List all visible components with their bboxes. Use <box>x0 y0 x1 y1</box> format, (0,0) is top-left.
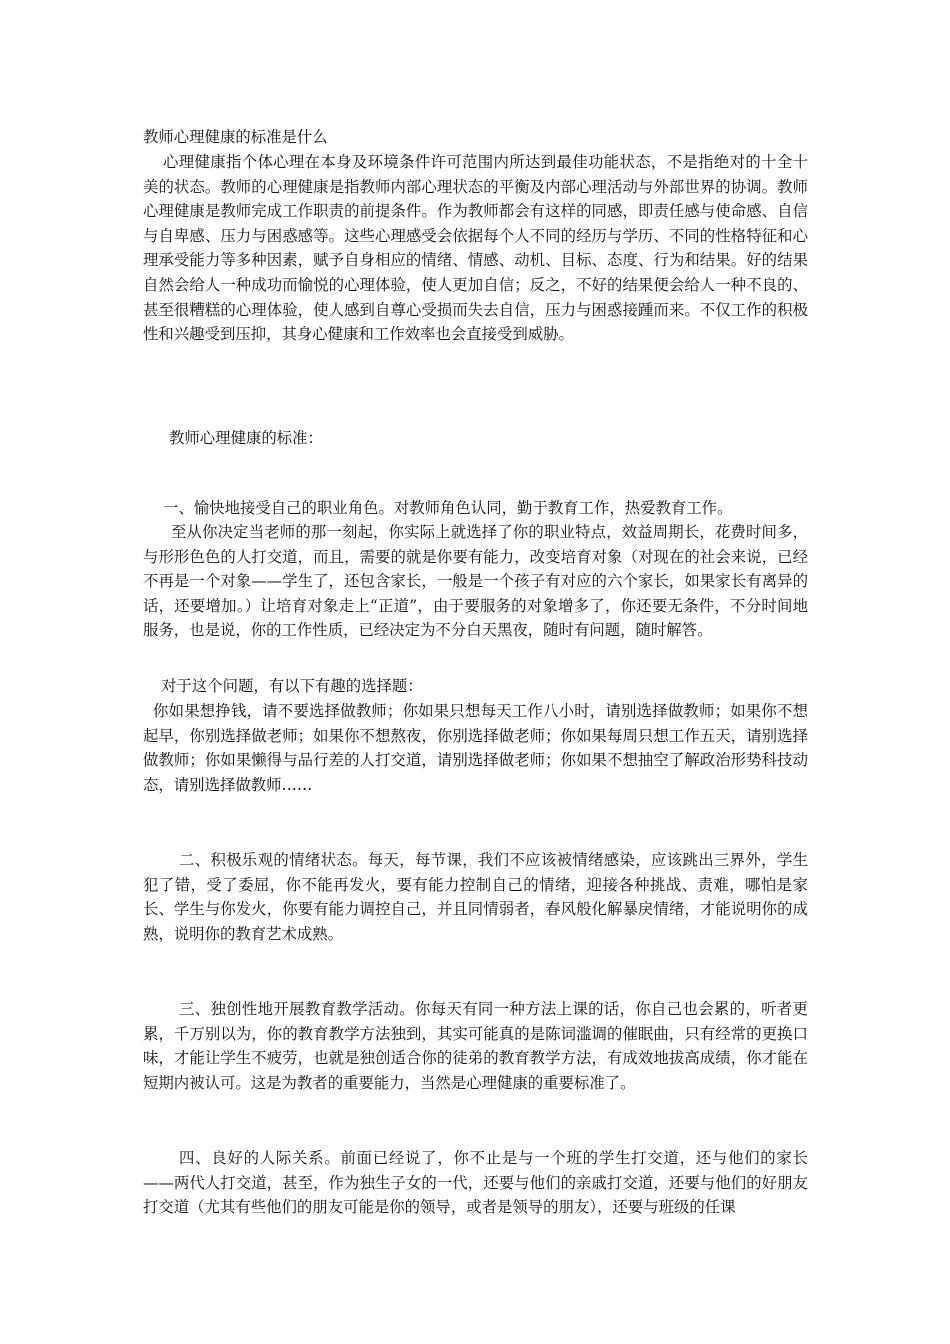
section-3-paragraph: 三、独创性地开展教育教学活动。你每天有同一种方法上课的话，你自己也会累的，听者更累，千万别以为，你的教育教学方法独到，其实可能真的是陈词滥调的催眠曲，只有经常的更换口味，才能让学生不疲劳，也就是独创适合你的徒弟的教育教学方法，有成效地拔高成绩，你才能在短期内被认可。这是为教者的重要能力，当然是心理健康的重要标准了。 <box>143 1000 808 1092</box>
standards-subtitle: 教师心理健康的标准： <box>169 429 323 447</box>
document-title: 教师心理健康的标准是什么 <box>143 128 328 146</box>
section-2-paragraph: 二、积极乐观的情绪状态。每天，每节课，我们不应该被情绪感染，应该跳出三界外，学生犯了错，受了委屈，你不能再发火，要有能力控制自己的情绪，迎接各种挑战、责难，哪怕是家长、学生与你发火，你要有能力调控自己，并且同情弱者，春风般化解暴戾情绪，才能说明你的成熟，说明你的教育艺术成熟。 <box>143 851 808 943</box>
intro-paragraph: 心理健康指个体心理在本身及环境条件许可范围内所达到最佳功能状态，不是指绝对的十全十美的状态。教师的心理健康是指教师内部心理状态的平衡及内部心理活动与外部世界的协调。教师心理健康是教师完成工作职责的前提条件。作为教师都会有这样的同感，即责任感与使命感、自信与自卑感、压力与困惑感等。这些心理感受会依据每个人不同的经历与学历、不同的性格特征和心理承受能力等多种因素，赋予自身相应的情绪、情感、动机、目标、态度、行为和结果。好的结果自然会给人一种成功而愉悦的心理体验，使人更加自信；反之，不好的结果便会给人一种不良的、甚至很糟糕的心理体验，使人感到自尊心受损而失去自信，压力与困惑接踵而来。不仅工作的积极性和兴趣受到压抑，其身心健康和工作效率也会直接受到威胁。 <box>143 153 808 344</box>
section-1-heading: 一、愉快地接受自己的职业角色。对教师角色认同，勤于教育工作，热爱教育工作。 <box>163 499 733 517</box>
section-1-body: 至从你决定当老师的那一刻起，你实际上就选择了你的职业特点，效益周期长，花费时间多，与形形色色的人打交道，而且，需要的就是你要有能力，改变培育对象（对现在的社会来说，已经不再是一个对象——学生了，还包含家长，一般是一个孩子有对应的六个家长，如果家长有离异的话，还要增加。）让培育对象走上“正道”，由于要服务的对象增多了，你还要无条件，不分时间地服务，也是说，你的工作性质，已经决定为不分白天黑夜，随时有问题，随时解答。 <box>143 523 808 640</box>
section-4-paragraph: 四、良好的人际关系。前面已经说了，你不止是与一个班的学生打交道，还与他们的家长——两代人打交道，甚至，作为独生子女的一代，还要与他们的亲戚打交道，还要与他们的好朋友打交道（尤其有些他们的朋友可能是你的领导，或者是领导的朋友），还要与班级的任课 <box>143 1149 808 1217</box>
section-1-question: 对于这个问题，有以下有趣的选择题： <box>161 677 423 695</box>
section-1-answer: 你如果想挣钱，请不要选择做教师；你如果只想每天工作八小时，请别选择做教师；如果你不想起早，你别选择做老师；如果你不想熬夜，你别选择做老师；你如果每周只想工作五天，请别选择做教师；你如果懒得与品行差的人打交道，请别选择做老师；你如果不想抽空了解政治形势科技动态，请别选择做教师…… <box>143 702 808 794</box>
